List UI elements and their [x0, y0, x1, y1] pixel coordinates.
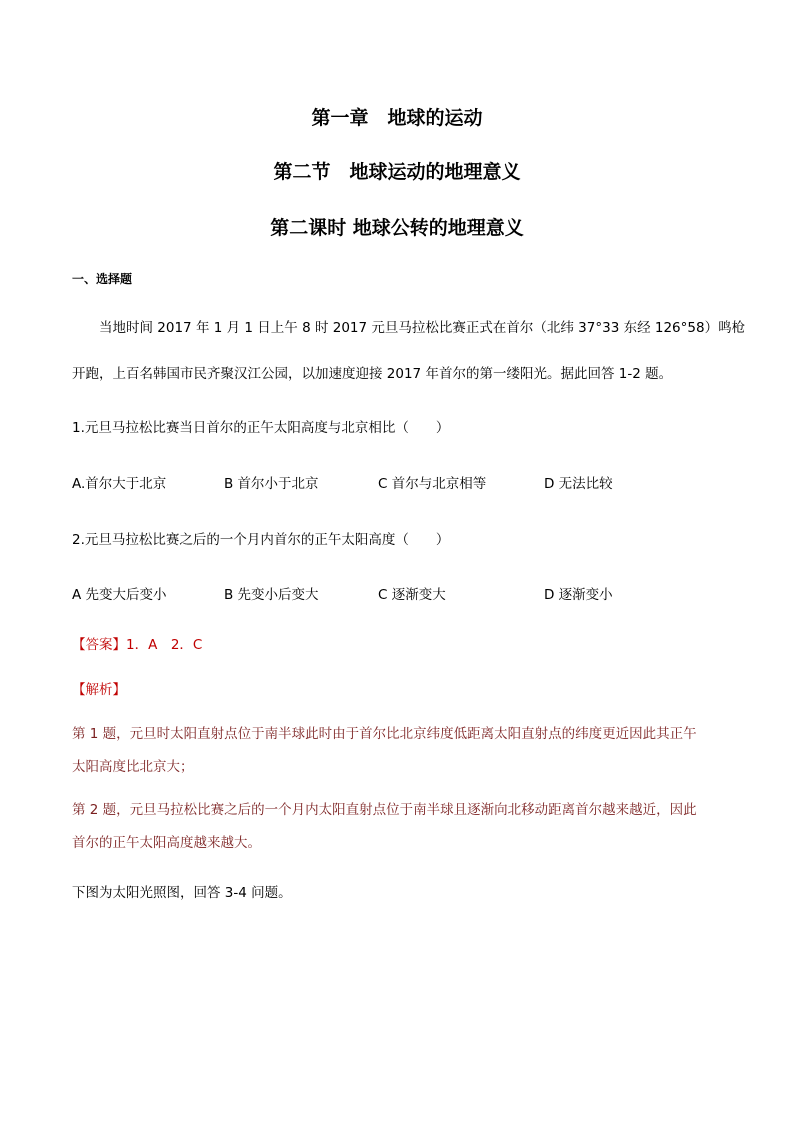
question-1-option-d: D 无法比较	[544, 476, 613, 492]
question-1-option-b: B 首尔小于北京	[224, 476, 319, 492]
analysis-item-2-line-1: 第 2 题，元旦马拉松比赛之后的一个月内太阳直射点位于南半球且逐渐向北移动距离首尔越来越近，因此	[72, 802, 697, 818]
intro-line-2: 开跑，上百名韩国市民齐聚汉江公园，以加速度迎接 2017 年首尔的第一缕阳光。据此回答 1-2 题。	[72, 366, 673, 382]
question-2-option-a: A 先变大后变小	[72, 587, 167, 603]
section-title: 第二节 地球运动的地理意义	[273, 161, 521, 183]
question-2-stem: 2.元旦马拉松比赛之后的一个月内首尔的正午太阳高度（ ）	[72, 532, 450, 548]
chapter-title: 第一章 地球的运动	[311, 107, 483, 129]
question-1-stem: 1.元旦马拉松比赛当日首尔的正午太阳高度与北京相比（ ）	[72, 420, 450, 436]
part-heading: 一、选择题	[72, 272, 133, 286]
analysis-item-1-line-1: 第 1 题，元旦时太阳直射点位于南半球此时由于首尔比北京纬度低距离太阳直射点的纬度更近因此其正午	[72, 726, 697, 742]
question-1-option-c: C 首尔与北京相等	[378, 476, 487, 492]
answer-line: 【答案】1．A 2．C	[72, 637, 203, 653]
next-questions-prompt: 下图为太阳光照图，回答 3-4 问题。	[72, 885, 292, 901]
question-2-options	[72, 585, 724, 605]
question-1-option-a: A.首尔大于北京	[72, 476, 167, 492]
lesson-title: 第二课时 地球公转的地理意义	[270, 217, 524, 239]
question-2-option-d: D 逐渐变小	[544, 587, 613, 603]
question-2-option-b: B 先变小后变大	[224, 587, 319, 603]
question-1-options	[72, 474, 724, 494]
analysis-item-1-line-2: 太阳高度比北京大；	[72, 759, 194, 775]
analysis-label: 【解析】	[72, 682, 126, 698]
analysis-item-2-line-2: 首尔的正午太阳高度越来越大。	[72, 835, 261, 851]
question-2-option-c: C 逐渐变大	[378, 587, 446, 603]
intro-line-1: 当地时间 2017 年 1 月 1 日上午 8 时 2017 元旦马拉松比赛正式在首尔（北纬 37°33 东经 126°58）鸣枪	[99, 320, 746, 336]
